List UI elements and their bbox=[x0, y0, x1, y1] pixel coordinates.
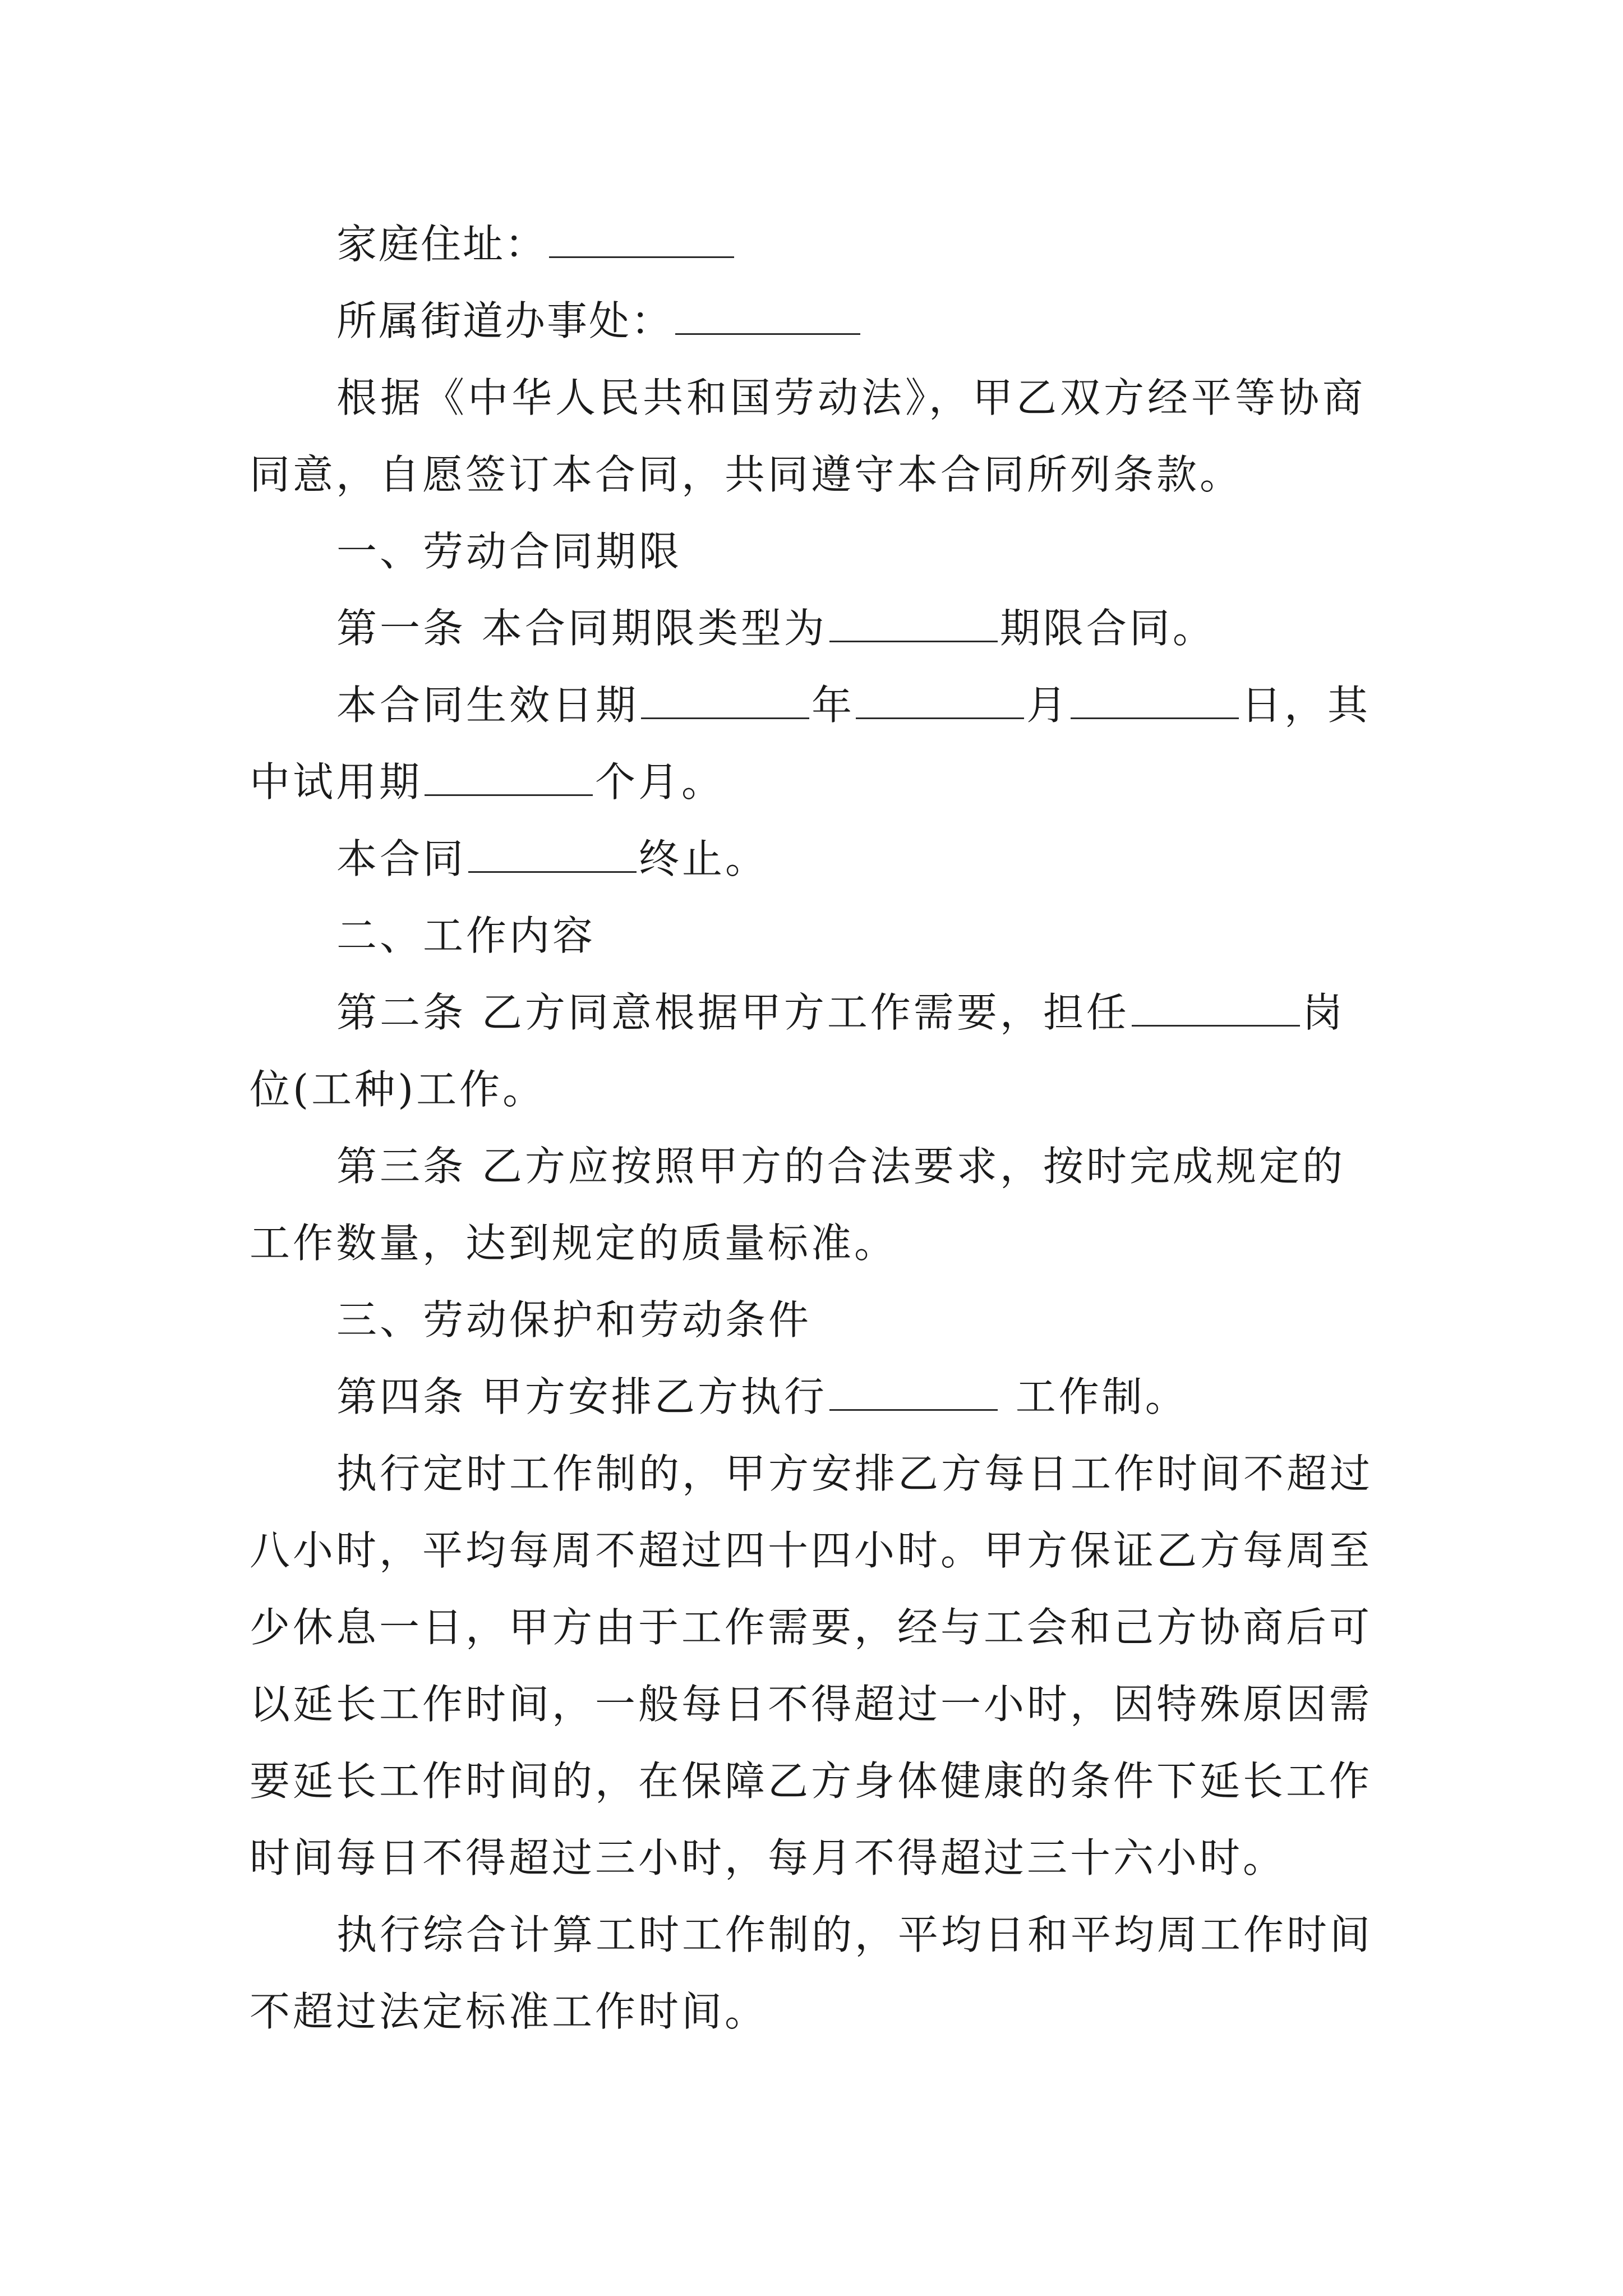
fixed-hours-line-2 bbox=[250, 1522, 1372, 1579]
probation-line bbox=[250, 754, 725, 810]
position-blank bbox=[1132, 991, 1300, 1027]
article-1-text-b: 期限合同。 bbox=[999, 605, 1216, 652]
effective-date-line bbox=[336, 677, 1371, 733]
section-2-title bbox=[336, 908, 596, 964]
comprehensive-hours-line-1 bbox=[336, 1907, 1373, 1963]
termination-suffix: 终止。 bbox=[639, 835, 769, 882]
comprehensive-hours-line-2 bbox=[250, 1984, 768, 2040]
fixed-hours-text-5: 要延长工作时间的，在保障乙方身体健康的条件下延长工作 bbox=[250, 1757, 1373, 1805]
probation-label: 中试用期 bbox=[250, 758, 423, 806]
article-2-line-1 bbox=[336, 984, 1344, 1041]
article-2-text-b: 岗 bbox=[1302, 989, 1344, 1036]
section-3-title-text: 三、劳动保护和劳动条件 bbox=[336, 1296, 812, 1343]
section-1-title-text: 一、劳动合同期限 bbox=[336, 528, 683, 575]
fixed-hours-text-1: 执行定时工作制的，甲方安排乙方每日工作时间不超过 bbox=[336, 1450, 1373, 1497]
intro-text-2: 同意，自愿签订本合同，共同遵守本合同所列条款。 bbox=[250, 451, 1243, 498]
work-system-blank bbox=[829, 1375, 998, 1411]
probation-blank bbox=[425, 761, 593, 796]
comprehensive-hours-text-1: 执行综合计算工时工作制的，平均日和平均周工作时间 bbox=[336, 1911, 1373, 1958]
intro-line-2 bbox=[250, 447, 1243, 503]
street-office-label: 所属街道办事处： bbox=[336, 297, 674, 344]
fixed-hours-text-3: 少休息一日，甲方由于工作需要，经与工会和己方协商后可 bbox=[250, 1604, 1373, 1651]
termination-blank bbox=[468, 838, 637, 873]
effective-year-label: 年 bbox=[811, 682, 854, 729]
address-label: 家庭住址： bbox=[336, 220, 547, 268]
contract-type-blank bbox=[829, 607, 998, 642]
street-office-blank bbox=[675, 300, 860, 335]
address-line bbox=[336, 216, 736, 272]
fixed-hours-line-4 bbox=[250, 1676, 1372, 1732]
fixed-hours-text-2: 八小时，平均每周不超过四十四小时。甲方保证乙方每周至 bbox=[250, 1527, 1373, 1574]
article-1-text-a: 第一条 本合同期限类型为 bbox=[336, 605, 827, 652]
article-2-text-line-2: 位(工种)工作。 bbox=[250, 1066, 546, 1113]
intro-line-1 bbox=[336, 370, 1391, 426]
article-3-text-line-1: 第三条 乙方应按照甲方的合法要求，按时完成规定的 bbox=[336, 1143, 1345, 1190]
section-3-title bbox=[336, 1292, 811, 1348]
article-2-line-2 bbox=[250, 1061, 546, 1117]
effective-month-blank bbox=[856, 684, 1024, 719]
article-3-line-1 bbox=[336, 1138, 1345, 1194]
article-2-text-a: 第二条 乙方同意根据甲方工作需要，担任 bbox=[336, 989, 1129, 1036]
effective-year-blank bbox=[641, 684, 809, 719]
intro-text-1: 根据《中华人民共和国劳动法》，甲乙双方经平等协商 bbox=[336, 374, 1367, 421]
fixed-hours-line-6 bbox=[250, 1830, 1286, 1886]
article-4-text-b: 工作制。 bbox=[999, 1373, 1188, 1420]
probation-suffix: 个月。 bbox=[595, 758, 725, 806]
effective-label: 本合同生效日期 bbox=[336, 682, 639, 729]
effective-day-blank bbox=[1071, 684, 1239, 719]
fixed-hours-line-5 bbox=[250, 1753, 1372, 1809]
article-3-text-line-2: 工作数量，达到规定的质量标准。 bbox=[250, 1220, 898, 1267]
article-4-text-a: 第四条 甲方安排乙方执行 bbox=[336, 1373, 827, 1420]
fixed-hours-text-6: 时间每日不得超过三小时，每月不得超过三十六小时。 bbox=[250, 1834, 1287, 1881]
fixed-hours-text-4: 以延长工作时间，一般每日不得超过一小时，因特殊原因需 bbox=[250, 1681, 1373, 1728]
section-2-title-text: 二、工作内容 bbox=[336, 912, 596, 959]
section-1-title bbox=[336, 523, 682, 579]
termination-label: 本合同 bbox=[336, 835, 467, 882]
article-3-line-2 bbox=[250, 1215, 897, 1271]
fixed-hours-line-1 bbox=[336, 1446, 1373, 1502]
effective-month-label: 月 bbox=[1026, 682, 1069, 729]
effective-day-label: 日，其 bbox=[1241, 682, 1371, 729]
street-office-line bbox=[336, 293, 863, 349]
termination-line bbox=[336, 831, 768, 887]
fixed-hours-line-3 bbox=[250, 1599, 1372, 1655]
address-blank bbox=[549, 223, 734, 258]
article-4-line bbox=[336, 1369, 1188, 1425]
article-1-line bbox=[336, 600, 1216, 656]
comprehensive-hours-text-2: 不超过法定标准工作时间。 bbox=[250, 1988, 768, 2035]
